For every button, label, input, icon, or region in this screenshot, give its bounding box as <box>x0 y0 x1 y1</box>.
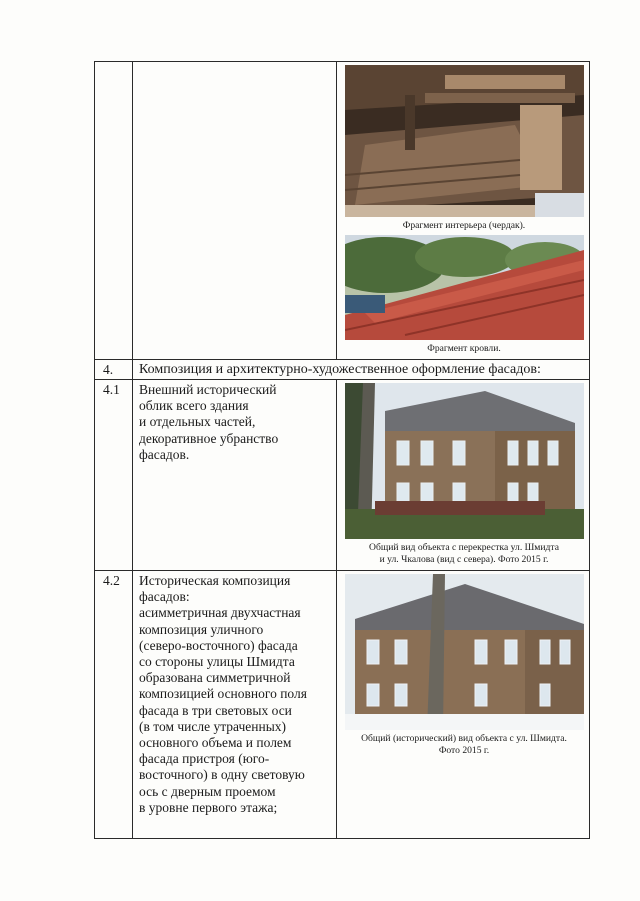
table-row-section-4 <box>95 360 590 380</box>
photo-cell-4-1 <box>337 380 590 571</box>
table-row-top <box>95 62 590 360</box>
building-north-view-photo <box>345 383 584 539</box>
photo-cell-top <box>337 62 590 360</box>
description-cell-empty <box>133 62 337 360</box>
building-historic-view-photo <box>345 574 584 730</box>
number-cell-empty <box>95 62 133 360</box>
photo-caption-roof: Фрагмент кровли. <box>427 342 501 354</box>
row-number: 4.2 <box>95 571 133 839</box>
row-description: Историческая композиция фасадов: асимметричная двухчастная композиция уличного (северо-восточного) фасада со стороны улицы Шмидта образована симметричной композицией основного поля фасада в три световых оси (в том числе утраченных) основного объема и полем фасада пристроя (юго- восточного) в одну световую ось с дверным проемом в уровне первого этажа; <box>133 571 337 839</box>
table-row-4-2 <box>95 571 590 839</box>
row-number: 4.1 <box>95 380 133 571</box>
row-description: Внешний исторический облик всего здания и отдельных частей, декоративное убранство фасадов. <box>133 380 337 571</box>
heritage-table <box>94 61 590 839</box>
attic-interior-photo <box>345 65 584 217</box>
photo-caption-4-2: Общий (исторический) вид объекта с ул. Шмидта. Фото 2015 г. <box>361 733 567 756</box>
section-number: 4. <box>95 360 133 380</box>
photo-cell-4-2 <box>337 571 590 839</box>
roof-photo <box>345 235 584 340</box>
section-title: Композиция и архитектурно-художественное оформление фасадов: <box>133 360 590 380</box>
photo-caption-attic: Фрагмент интерьера (чердак). <box>402 220 526 231</box>
photo-caption-4-1: Общий вид объекта с перекрестка ул. Шмидта и ул. Чкалова (вид с севера). Фото 2015 г. <box>369 542 559 565</box>
table-row-4-1 <box>95 380 590 571</box>
